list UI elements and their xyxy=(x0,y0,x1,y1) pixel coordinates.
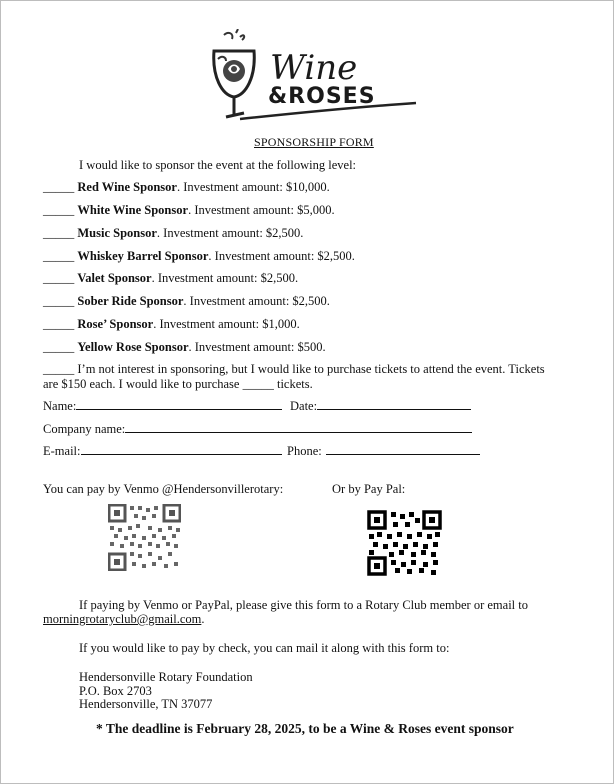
address-org: Hendersonville Rotary Foundation xyxy=(79,670,253,684)
level-rose[interactable] xyxy=(43,317,300,332)
level-red-wine[interactable] xyxy=(43,180,330,195)
level-name: Rose’ Sponsor xyxy=(77,317,154,331)
level-name: Whiskey Barrel Sponsor xyxy=(77,249,209,263)
date-label: Date: xyxy=(290,399,318,413)
level-blank: _____ xyxy=(43,294,75,308)
level-white-wine[interactable] xyxy=(43,203,335,218)
level-name: Yellow Rose Sponsor xyxy=(77,340,189,354)
name-field-row xyxy=(43,399,282,414)
tickets-line-1[interactable] xyxy=(43,362,545,377)
level-blank: _____ xyxy=(43,340,75,354)
email-label: E-mail: xyxy=(43,444,81,458)
email-field[interactable] xyxy=(81,444,282,455)
paypal-qr-code-icon[interactable] xyxy=(367,510,442,576)
deadline-notice: * The deadline is February 28, 2025, to be a Wine & Roses event sponsor xyxy=(96,721,514,736)
level-amount: . Investment amount: $2,500. xyxy=(151,271,299,285)
venmo-paypal-instructions: If paying by Venmo or PayPal, please give this form to a Rotary Club member or email to xyxy=(79,598,528,612)
level-name: Red Wine Sponsor xyxy=(77,180,177,194)
form-title: SPONSORSHIP FORM xyxy=(254,135,374,149)
level-valet[interactable] xyxy=(43,271,298,286)
check-instructions: If you would like to pay by check, you can mail it along with this form to: xyxy=(79,641,450,655)
email-period: . xyxy=(201,612,205,626)
email-field-row xyxy=(43,444,282,459)
level-blank: _____ xyxy=(43,180,75,194)
level-blank: _____ xyxy=(43,271,75,285)
logo-wine-text: Wine xyxy=(270,48,358,88)
level-name: Valet Sponsor xyxy=(77,271,152,285)
level-music[interactable] xyxy=(43,226,303,241)
venmo-text: You can pay by Venmo @Hendersonvillerotary: xyxy=(43,482,284,496)
level-name: Sober Ride Sponsor xyxy=(77,294,184,308)
level-blank: _____ xyxy=(43,317,75,331)
level-amount: . Investment amount: $2,500. xyxy=(208,249,355,263)
level-blank: _____ xyxy=(43,249,75,263)
level-amount: . Investment amount: $2,500. xyxy=(183,294,330,308)
phone-label: Phone: xyxy=(287,444,322,458)
tickets-quantity-blank[interactable]: _____ xyxy=(242,377,274,391)
venmo-qr-code-icon[interactable] xyxy=(108,504,181,571)
date-field-row xyxy=(290,399,471,414)
name-field[interactable] xyxy=(76,399,282,410)
tickets-line-2 xyxy=(43,377,313,392)
level-whiskey-barrel[interactable] xyxy=(43,249,355,264)
tickets-blank: _____ xyxy=(43,362,75,376)
level-sober-ride[interactable] xyxy=(43,294,330,309)
tickets-text-post: tickets. xyxy=(276,377,313,391)
tickets-text: I’m not interest in sponsoring, but I would like to purchase tickets to attend the event. Tickets xyxy=(77,362,545,376)
level-amount: . Investment amount: $1,000. xyxy=(153,317,300,331)
logo-roses-text: &ROSES xyxy=(268,84,376,109)
address-box: P.O. Box 2703 xyxy=(79,684,152,698)
company-field-row xyxy=(43,422,472,437)
name-label: Name: xyxy=(43,399,77,413)
level-amount: . Investment amount: $5,000. xyxy=(188,203,335,217)
phone-field-row xyxy=(287,444,480,459)
wine-glass-rose-icon xyxy=(206,29,421,127)
level-name: Music Sponsor xyxy=(77,226,157,240)
level-yellow-rose[interactable] xyxy=(43,340,326,355)
level-name: White Wine Sponsor xyxy=(77,203,189,217)
tickets-text-pre: are $150 each. I would like to purchase xyxy=(43,377,240,391)
level-blank: _____ xyxy=(43,203,75,217)
email-instruction-row xyxy=(43,612,204,627)
company-field[interactable] xyxy=(125,422,472,433)
level-amount: . Investment amount: $2,500. xyxy=(156,226,304,240)
date-field[interactable] xyxy=(317,399,471,410)
level-amount: . Investment amount: $10,000. xyxy=(176,180,330,194)
paypal-text: Or by Pay Pal: xyxy=(332,482,406,496)
company-label: Company name: xyxy=(43,422,126,436)
intro-text: I would like to sponsor the event at the following level: xyxy=(79,158,357,172)
wine-and-roses-logo xyxy=(206,29,421,127)
contact-email-link[interactable]: morningrotaryclub@gmail.com xyxy=(43,612,202,626)
phone-field[interactable] xyxy=(326,444,480,455)
address-city: Hendersonville, TN 37077 xyxy=(79,697,213,711)
level-amount: . Investment amount: $500. xyxy=(188,340,326,354)
level-blank: _____ xyxy=(43,226,75,240)
